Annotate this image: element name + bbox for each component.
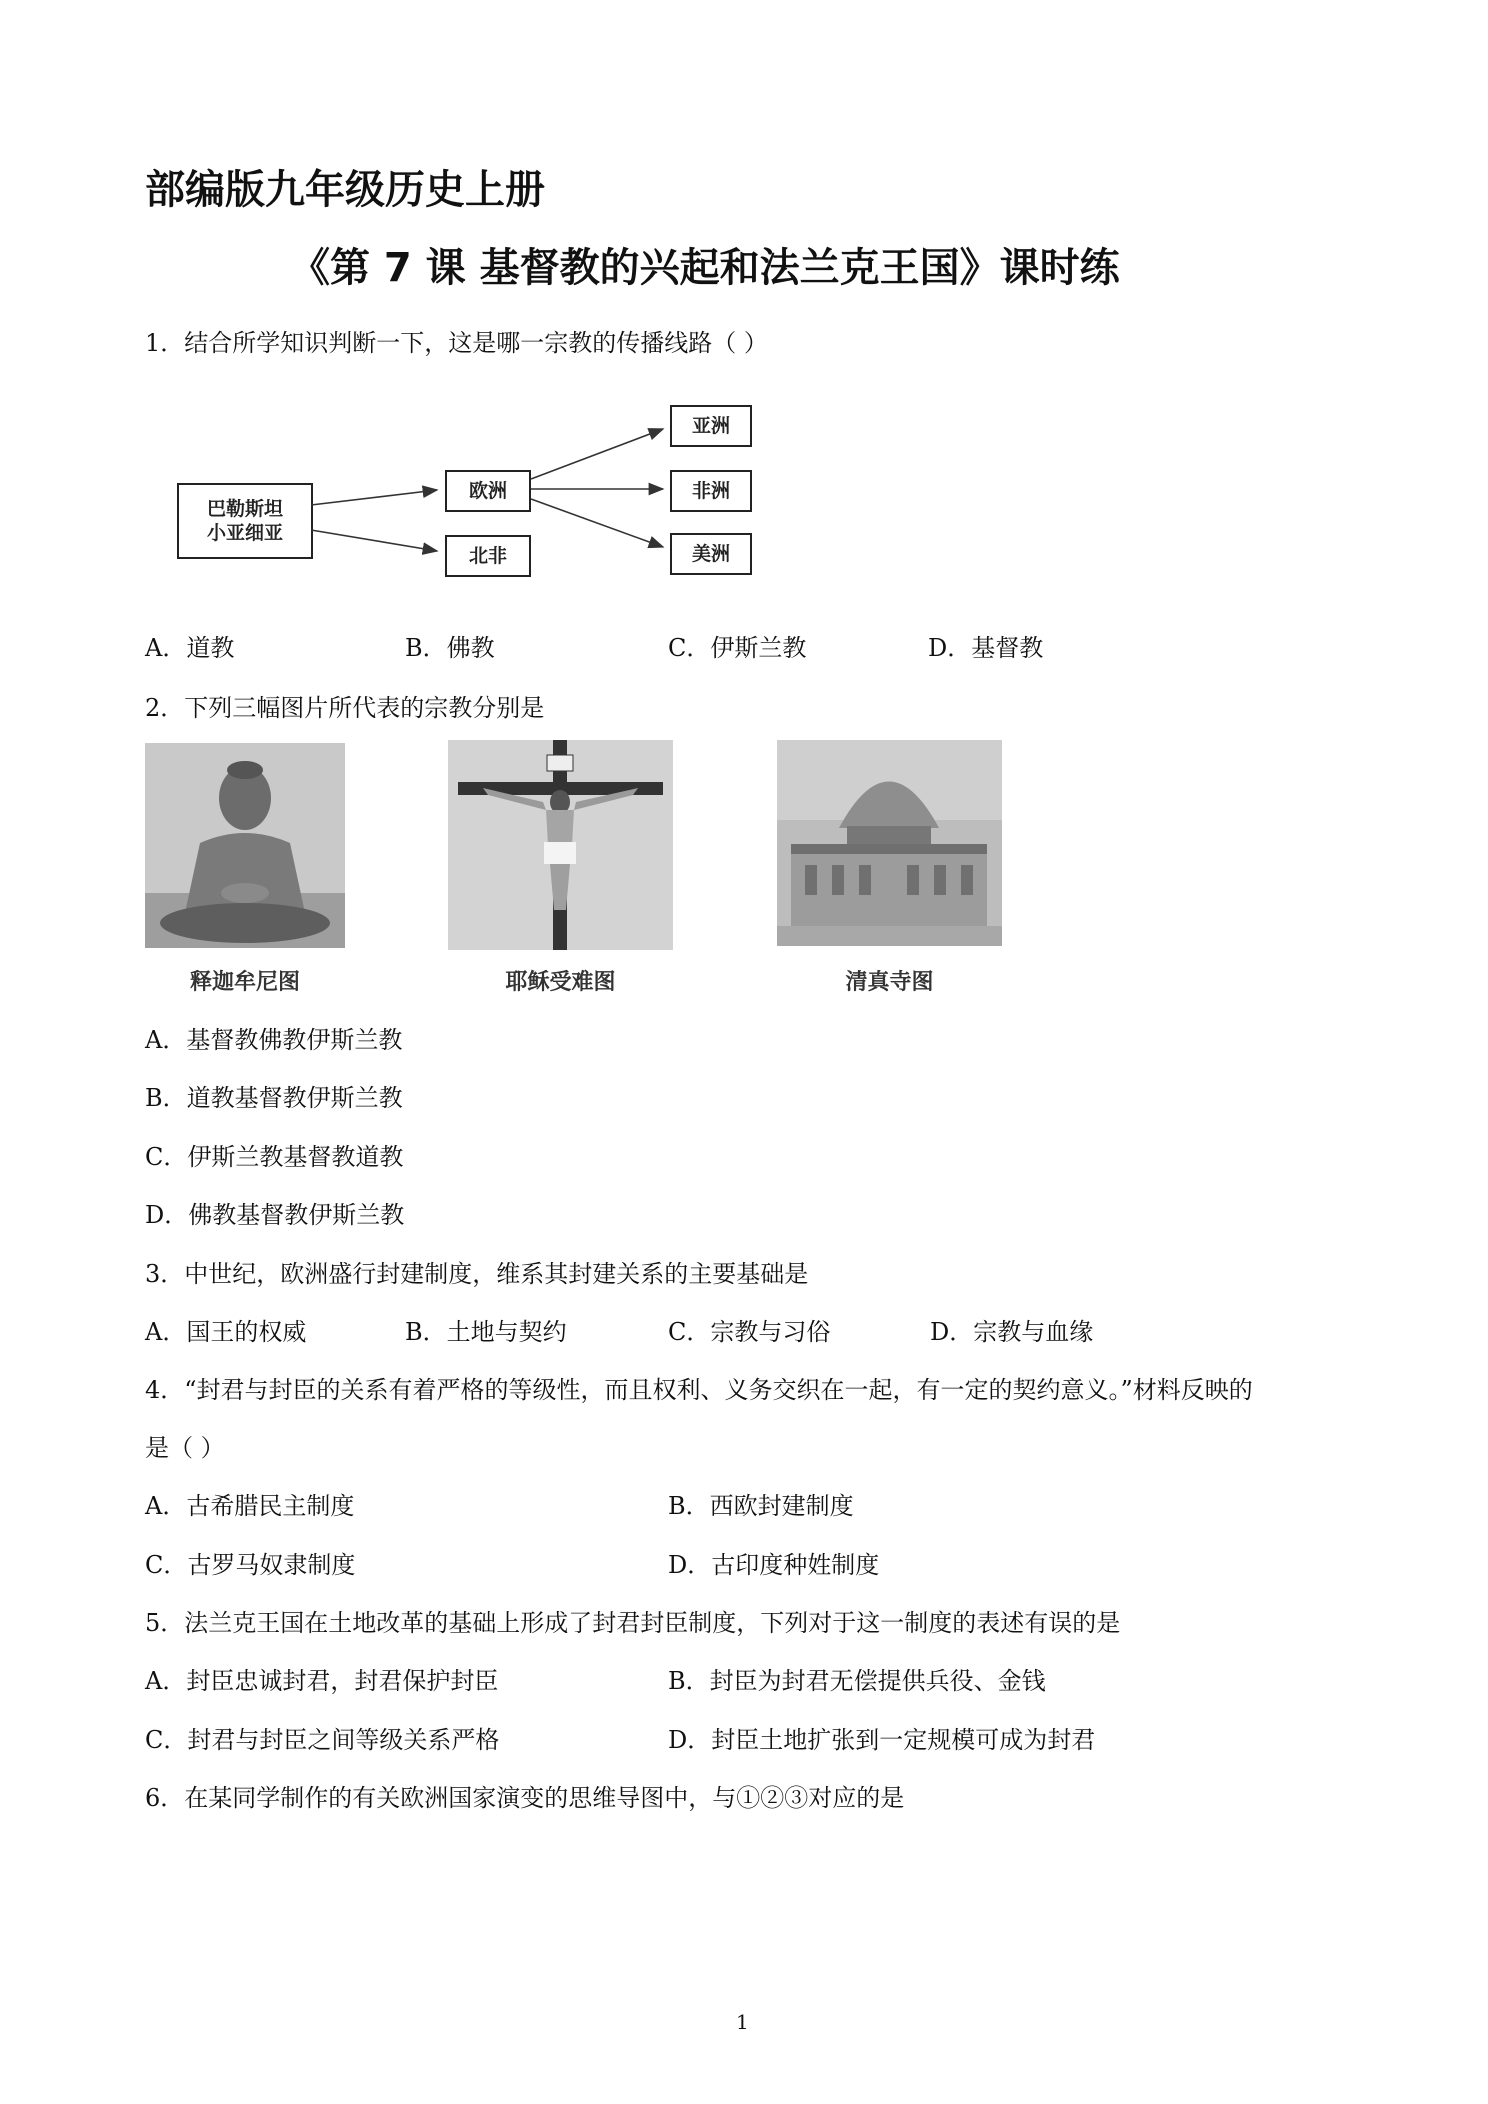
box-africa: 非洲 [670,470,752,512]
question-4-stem-line1: 4．“封君与封臣的关系有着严格的等级性，而且权利、义务交织在一起，有一定的契约意义。”材料反映的 [145,1376,1253,1404]
question-1-stem: 1．结合所学知识判断一下，这是哪一宗教的传播线路（ ） [145,329,768,357]
q4-option-a: A．古希腊民主制度 [145,1492,355,1520]
question-6-stem: 6．在某同学制作的有关欧洲国家演变的思维导图中，与①②③对应的是 [145,1784,905,1812]
q3-option-b: B．土地与契约 [405,1318,567,1346]
origin-label-1: 巴勒斯坦 [206,498,283,520]
arrow-origin-northafrica [311,530,437,551]
q2-option-b: B．道教基督教伊斯兰教 [145,1084,403,1112]
q1-option-b: B．佛教 [405,634,495,662]
crucifixion-image [448,740,673,950]
question-5-stem: 5．法兰克王国在土地改革的基础上形成了封君封臣制度，下列对于这一制度的表述有误的是 [145,1609,1121,1637]
buddha-image [145,743,345,948]
box-america: 美洲 [670,533,752,575]
q4-option-b: B．西欧封建制度 [668,1492,854,1520]
box-europe: 欧洲 [445,470,531,512]
caption-buddha: 释迦牟尼图 [189,970,300,995]
q5-option-d: D．封臣土地扩张到一定规模可成为封君 [668,1726,1096,1754]
caption-crucifixion: 耶稣受难图 [505,970,616,995]
diagram-arrows [145,395,765,575]
q2-option-d: D．佛教基督教伊斯兰教 [145,1201,405,1229]
page-subtitle: 《第 7 课 基督教的兴起和法兰克王国》课时练 [290,245,1120,291]
q1-option-a: A．道教 [145,634,235,662]
q5-option-a: A．封臣忠诚封君，封君保护封臣 [145,1667,499,1695]
origin-label-2: 小亚细亚 [206,522,283,544]
question-2-stem: 2．下列三幅图片所代表的宗教分别是 [145,694,545,722]
arrow-europe-asia [531,429,663,479]
question-4-stem-line2: 是（ ） [145,1434,225,1462]
arrow-origin-europe [311,490,437,505]
q4-option-d: D．古印度种姓制度 [668,1551,880,1579]
page-number: 1 [736,2010,749,2034]
q2-option-a: A．基督教佛教伊斯兰教 [145,1026,403,1054]
q3-option-c: C．宗教与习俗 [668,1318,831,1346]
spread-route-diagram [145,395,765,575]
q2-option-c: C．伊斯兰教基督教道教 [145,1143,404,1171]
arrow-europe-america [531,499,663,547]
box-north-africa: 北非 [445,535,531,577]
question-3-stem: 3．中世纪，欧洲盛行封建制度，维系其封建关系的主要基础是 [145,1260,809,1288]
q1-option-d: D．基督教 [928,634,1044,662]
q3-option-d: D．宗教与血缘 [930,1318,1094,1346]
page-title: 部编版九年级历史上册 [145,167,545,213]
box-asia: 亚洲 [670,405,752,447]
q1-option-c: C．伊斯兰教 [668,634,807,662]
q4-option-c: C．古罗马奴隶制度 [145,1551,356,1579]
mosque-image [777,740,1002,946]
q5-option-c: C．封君与封臣之间等级关系严格 [145,1726,500,1754]
q3-option-a: A．国王的权威 [145,1318,307,1346]
q5-option-b: B．封臣为封君无偿提供兵役、金钱 [668,1667,1046,1695]
caption-mosque: 清真寺图 [845,970,934,995]
